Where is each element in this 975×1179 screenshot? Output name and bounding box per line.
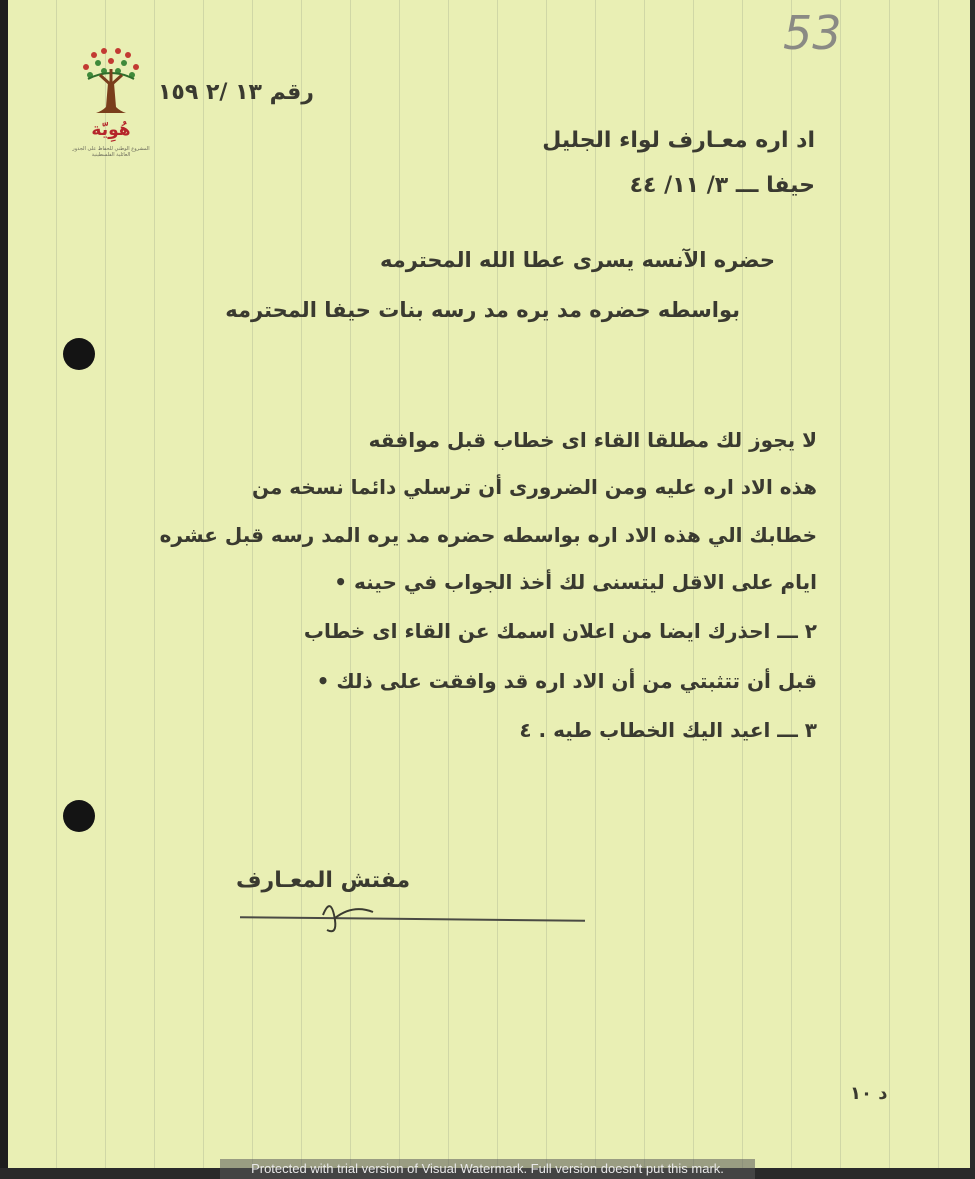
- via-line: بواسطه حضره مد يره مد رسه بنات حيفا المحترمه: [225, 298, 740, 322]
- footer-mark: د ١٠: [850, 1083, 888, 1104]
- logo-title: هُوِيّة: [91, 120, 131, 140]
- body-line: لا يجوز لك مطلقا القاء اى خطاب قبل موافقه: [368, 428, 817, 452]
- punch-hole: [63, 338, 95, 370]
- body-line: قبل أن تتثبتي من أن الاد اره قد وافقت على ذلك •: [316, 669, 817, 693]
- office-header: اد اره معـارف لواء الجليل: [542, 128, 815, 153]
- reference-number: رقم ١٣ /٢ ١٥٩: [158, 80, 314, 105]
- watermark-banner: Protected with trial version of Visual Watermark. Full version doesn't put this mark.: [220, 1159, 755, 1179]
- body-line: هذه الاد اره عليه ومن الضرورى أن ترسلي دائما نسخه من: [251, 475, 817, 499]
- body-line: ٣ ـــ اعيد اليك الخطاب طيه . ٤: [519, 718, 817, 742]
- place-date: حيفا ـــ ٣/ ١١/ ٤٤: [629, 173, 815, 198]
- body-line: ٢ ـــ احذرك ايضا من اعلان اسمك عن القاء اى خطاب: [303, 619, 817, 643]
- addressee-line: حضره الآنسه يسرى عطا الله المحترمه: [380, 248, 775, 272]
- handwritten-signature-icon: [313, 890, 383, 940]
- punch-hole: [63, 800, 95, 832]
- page-number: 53: [783, 6, 842, 60]
- logo-subtitle: المشروع الوطني للحفاظ على الجذور العائلية الفلسطينية: [72, 146, 150, 158]
- body-line: ايام على الاقل ليتسنى لك أخذ الجواب في حينه •: [334, 570, 817, 594]
- document-page: [8, 0, 970, 1168]
- scan-left-edge: [0, 0, 8, 1179]
- body-line: خطابك الي هذه الاد اره بواسطه حضره مد يره المد رسه قبل عشره: [159, 523, 817, 547]
- signature-underline: [240, 916, 585, 922]
- signature-title: مفتش المعـارف: [236, 868, 411, 893]
